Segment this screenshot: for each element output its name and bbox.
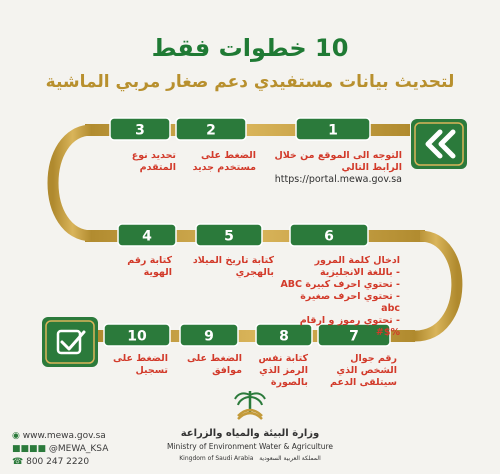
path-curve-right bbox=[415, 236, 457, 336]
page-title: 10 خطوات فقط bbox=[151, 34, 349, 62]
step-4-text: كتابة رقم الهوية bbox=[127, 255, 172, 278]
kingdom-en: Kingdom of Saudi Arabia bbox=[179, 455, 254, 462]
step-3-number: 3 bbox=[135, 122, 145, 139]
palm-swords-emblem-icon bbox=[230, 385, 270, 425]
kingdom-line bbox=[150, 455, 350, 462]
step-2-number: 2 bbox=[206, 122, 216, 139]
step-9-number: 9 bbox=[204, 328, 214, 345]
website-text[interactable]: www.mewa.gov.sa bbox=[22, 431, 106, 441]
step-6-bullet-4: - تحتوي رموز و ارقام %$# bbox=[299, 315, 400, 338]
step-8-text: كتابة نفس الرمز الذي بالصورة bbox=[258, 353, 308, 388]
kingdom-ar: المملكة العربية السعودية bbox=[259, 455, 321, 462]
step-5-text: كتابة تاريخ الميلاد بالهجري bbox=[192, 255, 274, 278]
step-1-number: 1 bbox=[328, 122, 338, 139]
step-2-text: الضغط على مستخدم جديد bbox=[192, 150, 256, 173]
step-6-bullet-3: - تحتوي احرف صغيرة abc bbox=[300, 291, 400, 314]
step-6-bullet-1: - باللغة الانجليزية bbox=[320, 267, 400, 278]
step-8-number: 8 bbox=[279, 328, 289, 345]
step-6-label: ادخال كلمة المرور bbox=[314, 255, 400, 266]
step-10-text: الضغط على تسجيل bbox=[112, 353, 168, 376]
ministry-name-en: Ministry of Environment Water & Agriculture bbox=[166, 442, 334, 451]
social-icons: ■■■■ bbox=[12, 444, 47, 454]
phone-line bbox=[12, 457, 89, 467]
step-6-number: 6 bbox=[324, 228, 334, 245]
social-handle[interactable]: @MEWA_KSA bbox=[48, 444, 109, 454]
step-6-bullet-2: - تحتوي احرف كبيرة ABC bbox=[280, 279, 400, 290]
website-line bbox=[12, 431, 106, 441]
step-5-number: 5 bbox=[224, 228, 234, 245]
step-3-text: تحديد نوع المتقدم bbox=[131, 150, 176, 173]
phone-number[interactable]: 800 247 2220 bbox=[26, 457, 90, 467]
step-4-number: 4 bbox=[142, 228, 152, 245]
start-arrow-icon bbox=[411, 119, 467, 169]
step-9-text: الضغط على موافق bbox=[186, 353, 242, 376]
globe-icon: ◉ bbox=[12, 431, 20, 441]
page-subtitle: لتحديث بيانات مستفيدي دعم صغار مربي الماشية bbox=[45, 72, 455, 92]
step-7-number: 7 bbox=[349, 328, 359, 345]
ministry-name-ar: وزارة البيئة والمياه والزراعة bbox=[180, 428, 320, 439]
step-1-label: التوجه الى الموقع من خلال الرابط التالي bbox=[274, 150, 402, 173]
step-6-text bbox=[280, 255, 400, 339]
step-1-url[interactable]: https://portal.mewa.gov.sa bbox=[274, 174, 402, 185]
step-10-number: 10 bbox=[127, 328, 147, 345]
phone-icon: ☎ bbox=[12, 457, 24, 467]
social-line bbox=[12, 444, 108, 454]
step-7-text: رقم جوال الشخص الذي سيتلقى الدعم bbox=[330, 353, 397, 388]
path-curve-left bbox=[53, 130, 92, 236]
step-1-text bbox=[270, 150, 402, 186]
